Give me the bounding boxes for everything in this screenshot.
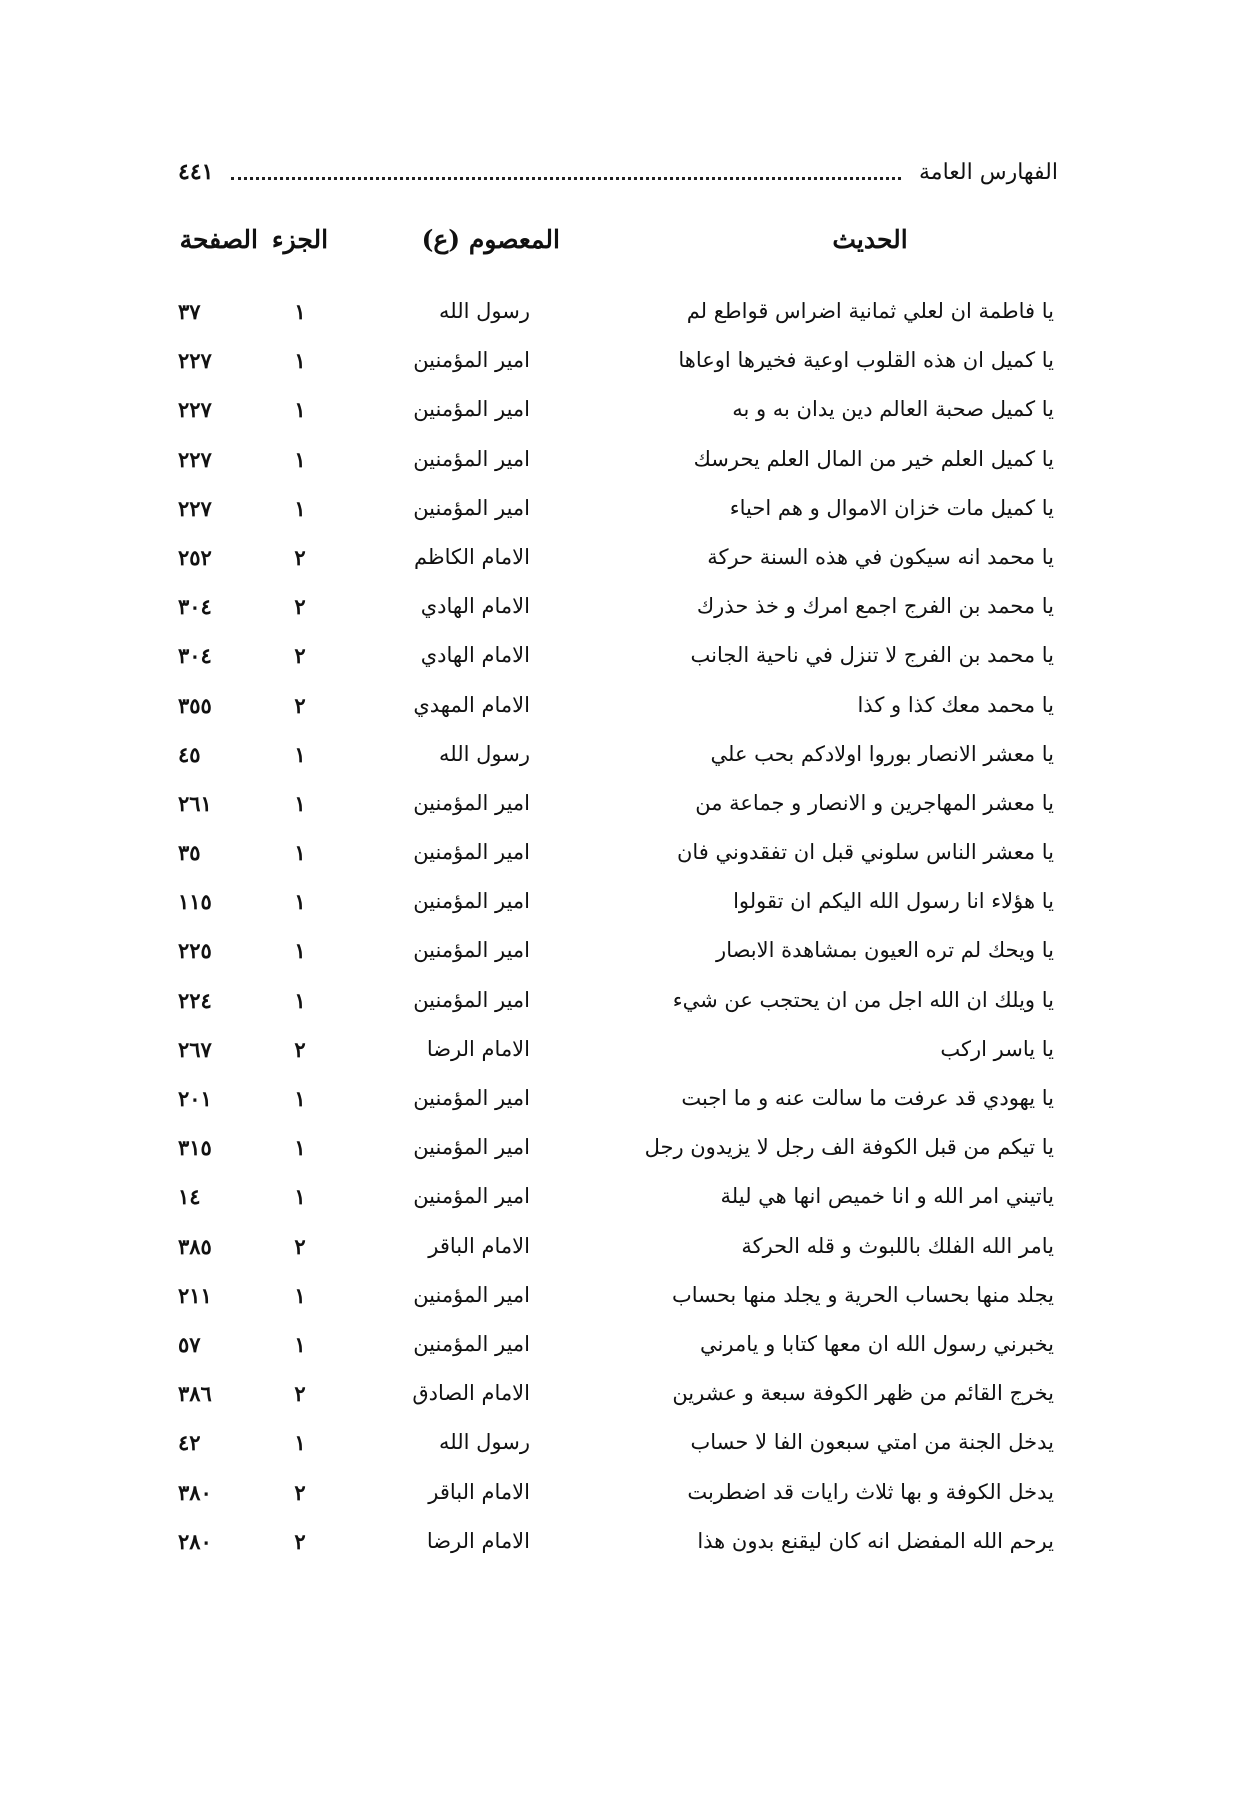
- hadith-cell: يدخل الكوفة و بها ثلاث رايات قد اضطربت: [687, 1479, 1054, 1504]
- juz-cell: ٢: [294, 692, 306, 718]
- hadith-cell: يا معشر الناس سلوني قبل ان تفقدوني فان: [676, 840, 1054, 865]
- masum-cell: الامام الباقر: [428, 1233, 530, 1258]
- juz-cell: ١: [294, 938, 306, 964]
- masum-cell: الامام الهادي: [420, 594, 530, 619]
- juz-cell: ٢: [294, 1479, 306, 1505]
- index-table: [0, 293, 1249, 1572]
- juz-cell: ١: [294, 1184, 306, 1210]
- masum-cell: امير المؤمنين: [413, 397, 530, 422]
- hadith-cell: يا ويحك لم تره العيون بمشاهدة الابصار: [716, 938, 1054, 963]
- juz-cell: ٢: [294, 594, 306, 620]
- page-cell: ٢٢٥: [178, 938, 212, 964]
- hadith-cell: يا كميل ان هذه القلوب اوعية فخيرها اوعاها: [678, 348, 1054, 373]
- running-header: [178, 152, 1058, 192]
- hadith-cell: يخرج القائم من ظهر الكوفة سبعة و عشرين: [672, 1381, 1054, 1406]
- hadith-cell: يرحم الله المفضل انه كان ليقنع بدون هذا: [697, 1528, 1054, 1553]
- table-row: [0, 1080, 1249, 1129]
- table-row: [0, 1277, 1249, 1326]
- page-cell: ٢٢٧: [178, 495, 212, 521]
- table-row: [0, 1129, 1249, 1178]
- hadith-cell: يا محمد انه سيكون في هذه السنة حركة: [707, 544, 1054, 569]
- header-title: الفهارس العامة: [919, 159, 1058, 185]
- juz-cell: ١: [294, 348, 306, 374]
- page-cell: ١٤: [178, 1184, 201, 1210]
- hadith-cell: يا فاطمة ان لعلي ثمانية اضراس قواطع لم: [686, 299, 1054, 323]
- juz-cell: ٢: [294, 1381, 306, 1407]
- table-row: [0, 490, 1249, 539]
- masum-cell: امير المؤمنين: [413, 1282, 530, 1307]
- table-row: [0, 834, 1249, 883]
- table-row: [0, 982, 1249, 1031]
- column-header-masum: المعصوم (ع): [421, 225, 560, 254]
- hadith-cell: يجلد منها بحساب الحرية و يجلد منها بحساب: [671, 1282, 1054, 1307]
- masum-cell: الامام الهادي: [420, 643, 530, 668]
- column-header-juz: الجزء: [271, 225, 329, 254]
- page-number: ٤٤١: [178, 159, 214, 185]
- juz-cell: ١: [294, 889, 306, 915]
- table-row: [0, 1228, 1249, 1277]
- page-cell: ٢٦٧: [178, 1036, 212, 1062]
- hadith-cell: يا كميل العلم خير من المال العلم يحرسك: [693, 446, 1054, 471]
- page-cell: ٤٢: [178, 1430, 201, 1456]
- masum-cell: امير المؤمنين: [413, 446, 530, 471]
- masum-cell: الامام الصادق: [412, 1381, 530, 1406]
- page-cell: ٤٥: [178, 741, 201, 767]
- page-cell: ٣٨٥: [178, 1233, 212, 1259]
- page-cell: ٣٥٥: [178, 692, 212, 718]
- page-cell: ٣٠٤: [178, 594, 212, 620]
- table-row: [0, 785, 1249, 834]
- masum-cell: رسول الله: [439, 741, 530, 766]
- page-cell: ٥٧: [178, 1331, 201, 1357]
- page-cell: ٣٧: [178, 299, 201, 324]
- table-row: [0, 637, 1249, 686]
- hadith-cell: يا معشر الانصار بوروا اولادكم بحب علي: [710, 741, 1054, 766]
- page-cell: ٢٢٧: [178, 446, 212, 472]
- page-cell: ٢٨٠: [178, 1528, 212, 1554]
- juz-cell: ١: [294, 446, 306, 472]
- juz-cell: ١: [294, 1086, 306, 1111]
- table-row: [0, 1375, 1249, 1424]
- hadith-cell: يا معشر المهاجرين و الانصار و جماعة من: [695, 790, 1054, 815]
- juz-cell: ١: [294, 495, 306, 521]
- hadith-cell: يا محمد بن الفرج اجمع امرك و خذ حذرك: [696, 594, 1054, 619]
- header-leader-dots: [231, 165, 901, 180]
- table-row: [0, 932, 1249, 981]
- table-row: [0, 441, 1249, 490]
- masum-cell: امير المؤمنين: [413, 1331, 530, 1356]
- masum-cell: الامام الرضا: [426, 1036, 530, 1061]
- hadith-cell: يا كميل مات خزان الاموال و هم احياء: [729, 495, 1054, 520]
- page-cell: ٢٢٧: [178, 397, 212, 423]
- hadith-cell: يا محمد معك كذا و كذا: [857, 692, 1054, 717]
- hadith-cell: يا يهودي قد عرفت ما سالت عنه و ما اجبت: [681, 1086, 1054, 1110]
- table-row: [0, 293, 1249, 342]
- table-row: [0, 1523, 1249, 1572]
- juz-cell: ٢: [294, 544, 306, 570]
- hadith-cell: يدخل الجنة من امتي سبعون الفا لا حساب: [690, 1430, 1054, 1455]
- table-row: [0, 539, 1249, 588]
- hadith-cell: يا محمد بن الفرج لا تنزل في ناحية الجانب: [690, 643, 1054, 668]
- hadith-cell: يا ويلك ان الله اجل من ان يحتجب عن شيء: [672, 987, 1054, 1012]
- table-row: [0, 1178, 1249, 1227]
- juz-cell: ١: [294, 987, 306, 1013]
- page-cell: ٢٥٢: [178, 544, 212, 570]
- masum-cell: رسول الله: [439, 1430, 530, 1455]
- masum-cell: امير المؤمنين: [413, 1086, 530, 1110]
- juz-cell: ٢: [294, 1233, 306, 1259]
- juz-cell: ١: [294, 790, 306, 816]
- juz-cell: ١: [294, 1282, 306, 1308]
- masum-cell: رسول الله: [439, 299, 530, 323]
- page-cell: ٣٠٤: [178, 643, 212, 669]
- masum-cell: امير المؤمنين: [413, 348, 530, 373]
- masum-cell: امير المؤمنين: [413, 790, 530, 815]
- page-cell: ٢٠١: [178, 1086, 212, 1111]
- table-row: [0, 687, 1249, 736]
- page-cell: ٣١٥: [178, 1135, 212, 1161]
- juz-cell: ٢: [294, 1036, 306, 1062]
- juz-cell: ١: [294, 741, 306, 767]
- hadith-cell: يامر الله الفلك باللبوث و قله الحركة: [741, 1233, 1054, 1258]
- column-header-page: الصفحة: [179, 225, 258, 254]
- masum-cell: الامام الباقر: [428, 1479, 530, 1504]
- juz-cell: ٢: [294, 643, 306, 669]
- hadith-cell: يا هؤلاء انا رسول الله اليكم ان تقولوا: [733, 889, 1054, 914]
- table-row: [0, 588, 1249, 637]
- page-cell: ٢٢٧: [178, 348, 212, 374]
- page-cell: ٣٥: [178, 840, 201, 866]
- masum-cell: الامام الرضا: [426, 1528, 530, 1553]
- juz-cell: ١: [294, 1331, 306, 1357]
- table-row: [0, 391, 1249, 440]
- hadith-cell: يخبرني رسول الله ان معها كتابا و يامرني: [700, 1331, 1054, 1356]
- masum-cell: امير المؤمنين: [413, 1135, 530, 1160]
- page-cell: ١١٥: [178, 889, 212, 915]
- table-row: [0, 342, 1249, 391]
- page-cell: ٣٨٠: [178, 1479, 212, 1505]
- juz-cell: ١: [294, 1430, 306, 1456]
- table-row: [0, 1474, 1249, 1523]
- table-row: [0, 1031, 1249, 1080]
- table-row: [0, 1424, 1249, 1473]
- juz-cell: ٢: [294, 1528, 306, 1554]
- hadith-cell: يا ياسر اركب: [940, 1036, 1054, 1061]
- juz-cell: ١: [294, 397, 306, 423]
- masum-cell: امير المؤمنين: [413, 889, 530, 914]
- page-cell: ٣٨٦: [178, 1381, 212, 1407]
- page-cell: ٢٢٤: [178, 987, 212, 1013]
- juz-cell: ١: [294, 299, 306, 324]
- hadith-cell: يا تيكم من قبل الكوفة الف رجل لا يزيدون رجل: [644, 1135, 1054, 1160]
- juz-cell: ١: [294, 1135, 306, 1161]
- table-row: [0, 883, 1249, 932]
- table-row: [0, 1326, 1249, 1375]
- page-cell: ٢٦١: [178, 790, 212, 816]
- masum-cell: امير المؤمنين: [413, 987, 530, 1012]
- table-row: [0, 736, 1249, 785]
- masum-cell: امير المؤمنين: [413, 1184, 530, 1209]
- masum-cell: الامام المهدي: [413, 692, 530, 717]
- masum-cell: امير المؤمنين: [413, 938, 530, 963]
- page-cell: ٢١١: [178, 1282, 212, 1308]
- juz-cell: ١: [294, 840, 306, 866]
- masum-cell: امير المؤمنين: [413, 495, 530, 520]
- masum-cell: الامام الكاظم: [413, 544, 530, 569]
- hadith-cell: يا كميل صحبة العالم دين يدان به و به: [732, 397, 1054, 422]
- column-header-hadith: الحديث: [832, 225, 908, 254]
- hadith-cell: ياتيني امر الله و انا خميص انها هي ليلة: [720, 1184, 1054, 1209]
- masum-cell: امير المؤمنين: [413, 840, 530, 865]
